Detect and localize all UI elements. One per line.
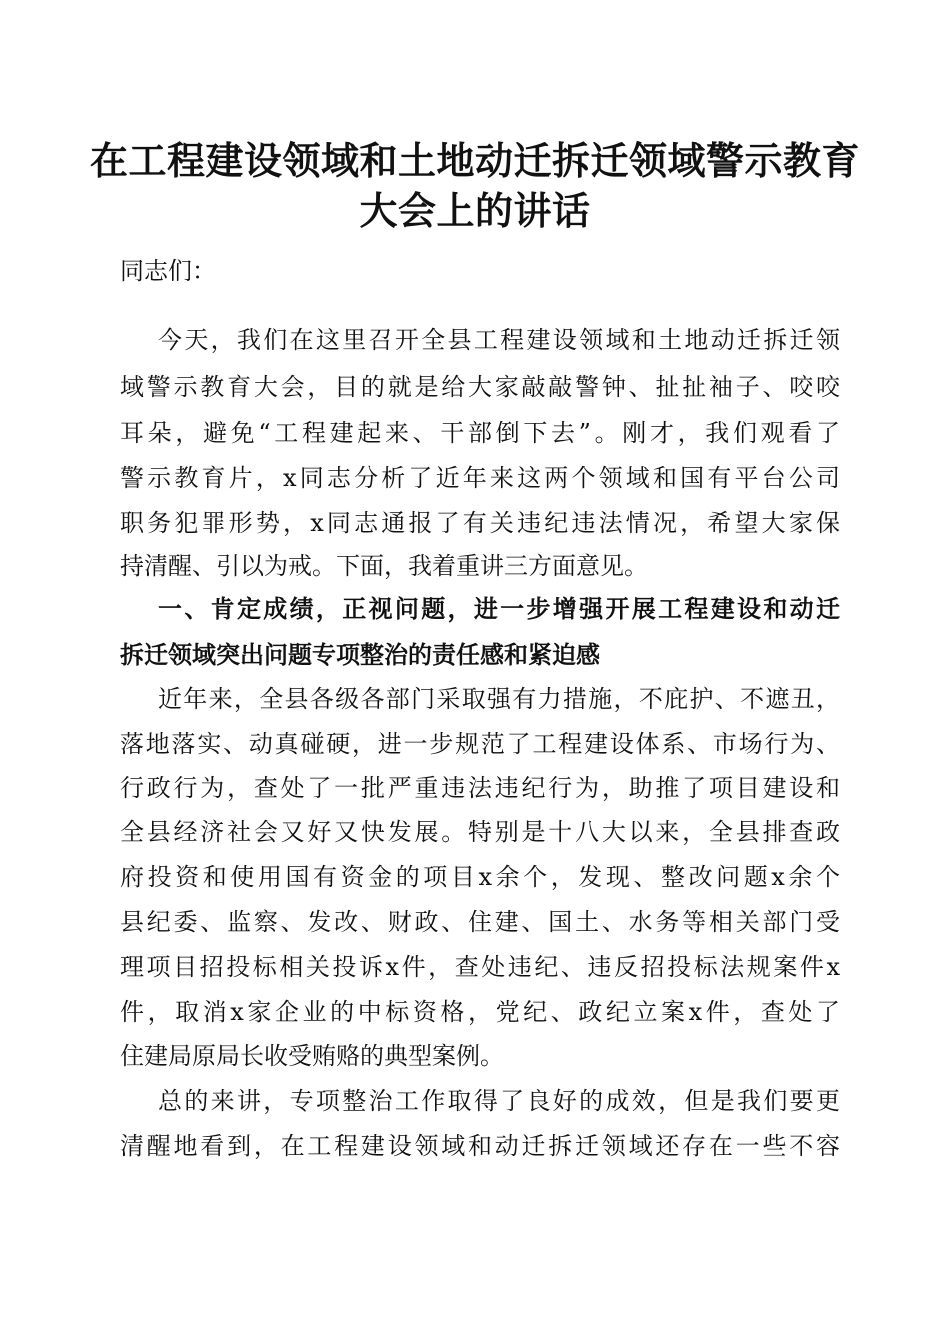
title-line-2: 大会上的讲话 [359,188,591,233]
paragraph-1-line-2: 域警示教育大会，目的就是给大家敲敲警钟、扯扯袖子、咬咬 [120,373,840,401]
paragraph-2-line-4: 全县经济社会又好又快发展。特别是十八大以来，全县排查政 [120,818,840,846]
section-heading-1-line-2: 拆迁领域突出问题专项整治的责任感和紧迫感 [120,641,600,669]
paragraph-1-line-6: 持清醒、引以为戒。下面，我着重讲三方面意见。 [120,552,648,580]
paragraph-2-line-6: 县纪委、监察、发改、财政、住建、国土、水务等相关部门受 [120,908,840,936]
paragraph-2-line-2: 落地落实、动真碰硬，进一步规范了工程建设体系、市场行为、 [120,730,840,758]
paragraph-2-line-9: 住建局原局长收受贿赂的典型案例。 [120,1042,504,1070]
paragraph-1-line-1: 今天，我们在这里召开全县工程建设领域和土地动迁拆迁领 [158,326,840,354]
salutation: 同志们： [120,257,216,285]
paragraph-1-line-4: 警示教育片，x同志分析了近年来这两个领域和国有平台公司 [120,464,840,492]
paragraph-3-line-1: 总的来讲，专项整治工作取得了良好的成效，但是我们要更 [158,1087,840,1115]
title-line-1: 在工程建设领域和土地动迁拆迁领域警示教育 [89,138,860,183]
paragraph-2-line-1: 近年来，全县各级各部门采取强有力措施，不庇护、不遮丑， [158,685,840,713]
paragraph-2-line-5: 府投资和使用国有资金的项目x余个，发现、整改问题x余个 [120,863,840,891]
paragraph-2-line-3: 行政行为，查处了一批严重违法违纪行为，助推了项目建设和 [120,774,840,802]
paragraph-3-line-2: 清醒地看到，在工程建设领域和动迁拆迁领域还存在一些不容 [120,1132,840,1160]
paragraph-1-line-5: 职务犯罪形势，x同志通报了有关违纪违法情况，希望大家保 [120,509,840,537]
paragraph-2-line-7: 理项目招投标相关投诉x件，查处违纪、违反招投标法规案件x [120,953,840,981]
section-heading-1-line-1: 一、肯定成绩，正视问题，进一步增强开展工程建设和动迁 [158,595,840,623]
paragraph-2-line-8: 件，取消x家企业的中标资格，党纪、政纪立案x件，查处了 [120,998,840,1026]
document-title [0,136,950,236]
paragraph-1-line-3: 耳朵，避免“工程建起来、干部倒下去”。刚才，我们观看了 [120,419,840,447]
